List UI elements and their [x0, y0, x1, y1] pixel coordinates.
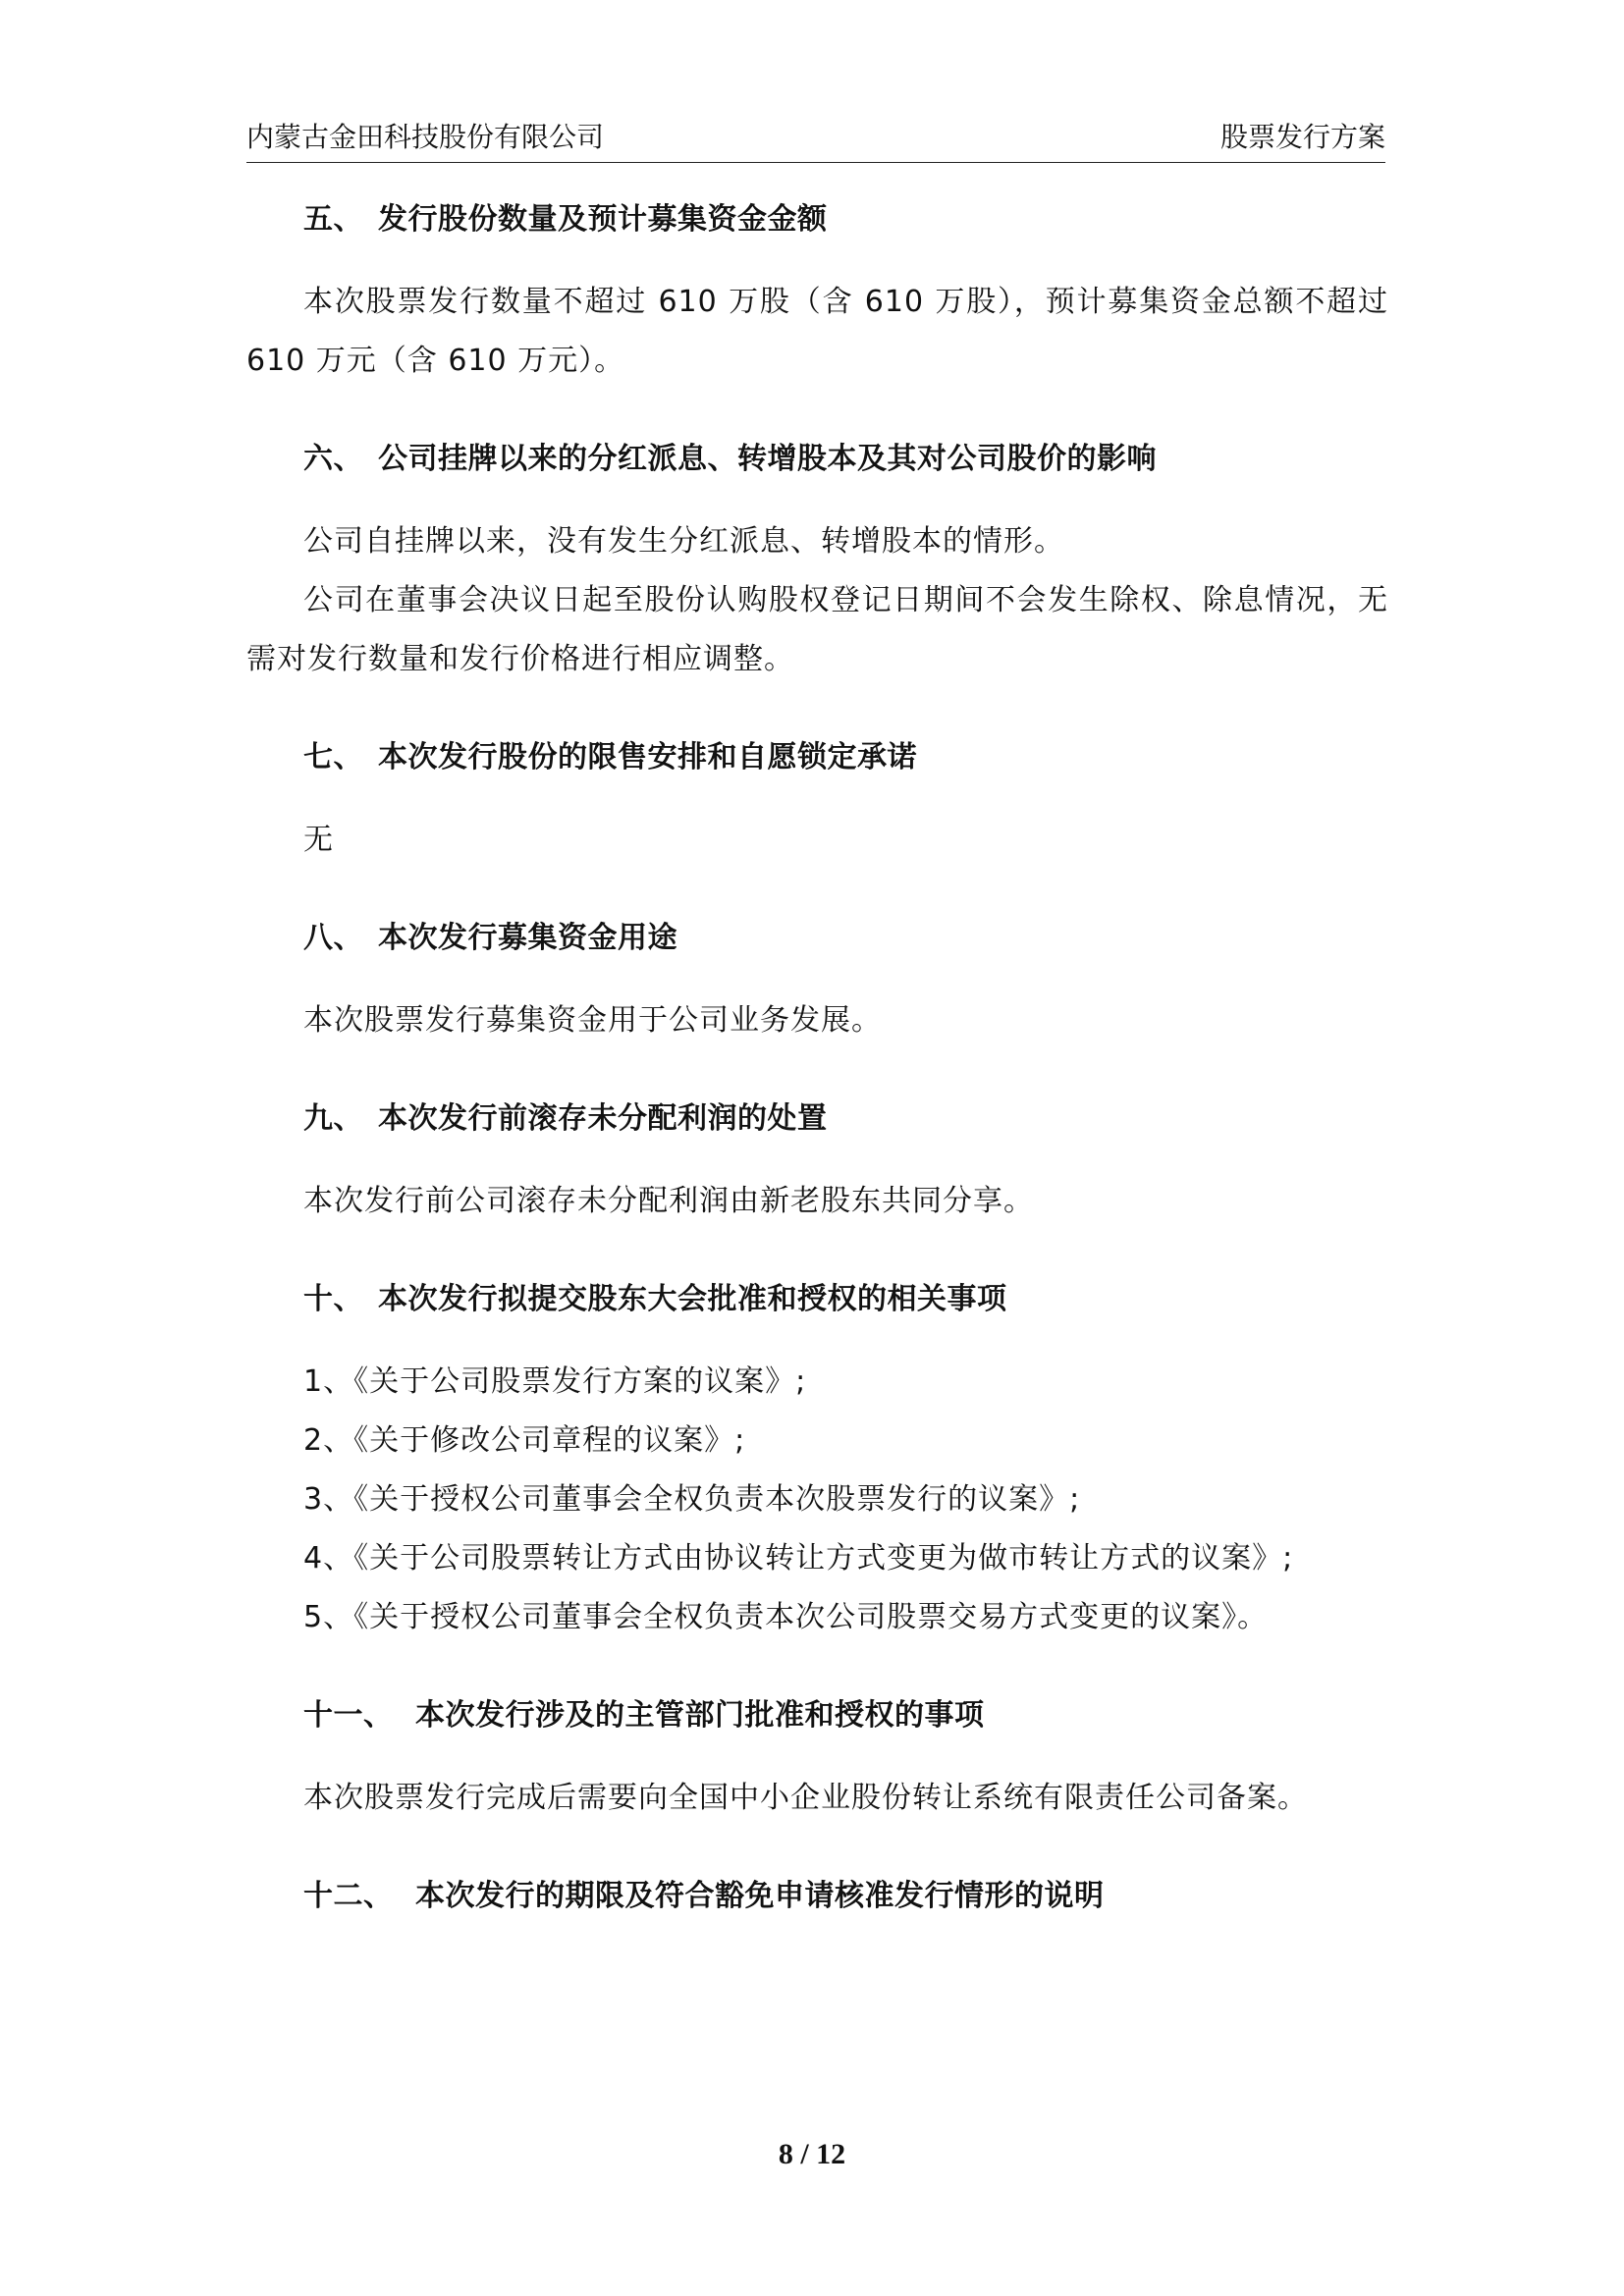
section-heading	[303, 1095, 1388, 1143]
page-header	[246, 116, 1385, 163]
section-title: 本次发行股份的限售安排和自愿锁定承诺	[378, 740, 917, 774]
page-number: 8 / 12	[778, 2138, 846, 2170]
document-body	[246, 196, 1388, 1920]
section-number: 十一、	[303, 1698, 394, 1733]
section-number: 八、	[303, 921, 363, 955]
section-title: 发行股份数量及预计募集资金金额	[378, 202, 828, 237]
section-heading	[303, 1276, 1388, 1323]
section-title: 本次发行的期限及符合豁免申请核准发行情形的说明	[415, 1879, 1105, 1913]
paragraph: 公司在董事会决议日起至股份认购股权登记日期间不会发生除权、除息情况，无需对发行数量和发行价格进行相应调整。	[246, 583, 1388, 676]
section-heading	[303, 1692, 1388, 1739]
section-heading	[303, 915, 1388, 962]
section-title: 本次发行募集资金用途	[378, 921, 677, 955]
paragraph: 公司自挂牌以来，没有发生分红派息、转增股本的情形。	[303, 524, 1064, 559]
section-number: 十、	[303, 1282, 363, 1316]
section-number: 五、	[303, 202, 363, 237]
section-heading	[303, 734, 1388, 781]
list-item: 3、《关于授权公司董事会全权负责本次股票发行的议案》;	[303, 1482, 1081, 1517]
section-title: 本次发行涉及的主管部门批准和授权的事项	[415, 1698, 985, 1733]
paragraph: 无	[303, 823, 334, 857]
section-heading	[303, 436, 1388, 483]
list-item: 2、《关于修改公司章程的议案》;	[303, 1423, 746, 1458]
section-number: 十二、	[303, 1879, 394, 1913]
section-number: 六、	[303, 442, 363, 476]
paragraph: 本次股票发行完成后需要向全国中小企业股份转让系统有限责任公司备案。	[303, 1781, 1308, 1815]
paragraph: 本次发行前公司滚存未分配利润由新老股东共同分享。	[303, 1184, 1034, 1218]
section-number: 九、	[303, 1101, 363, 1136]
document-title: 股票发行方案	[1219, 121, 1385, 153]
section-title: 公司挂牌以来的分红派息、转增股本及其对公司股价的影响	[378, 442, 1157, 476]
paragraph: 本次股票发行数量不超过 610 万股（含 610 万股），预计募集资金总额不超过 610 万元（含 610 万元）。	[246, 285, 1388, 378]
list-item: 5、《关于授权公司董事会全权负责本次公司股票交易方式变更的议案》。	[303, 1600, 1269, 1634]
section-title: 本次发行拟提交股东大会批准和授权的相关事项	[378, 1282, 1007, 1316]
section-title: 本次发行前滚存未分配利润的处置	[378, 1101, 828, 1136]
company-name: 内蒙古金田科技股份有限公司	[246, 121, 605, 153]
list-item: 4、《关于公司股票转让方式由协议转让方式变更为做市转让方式的议案》;	[303, 1541, 1294, 1575]
paragraph: 本次股票发行募集资金用于公司业务发展。	[303, 1003, 882, 1038]
section-heading	[303, 1873, 1388, 1920]
section-number: 七、	[303, 740, 363, 774]
section-heading	[303, 196, 1388, 243]
list-item: 1、《关于公司股票发行方案的议案》;	[303, 1364, 807, 1399]
